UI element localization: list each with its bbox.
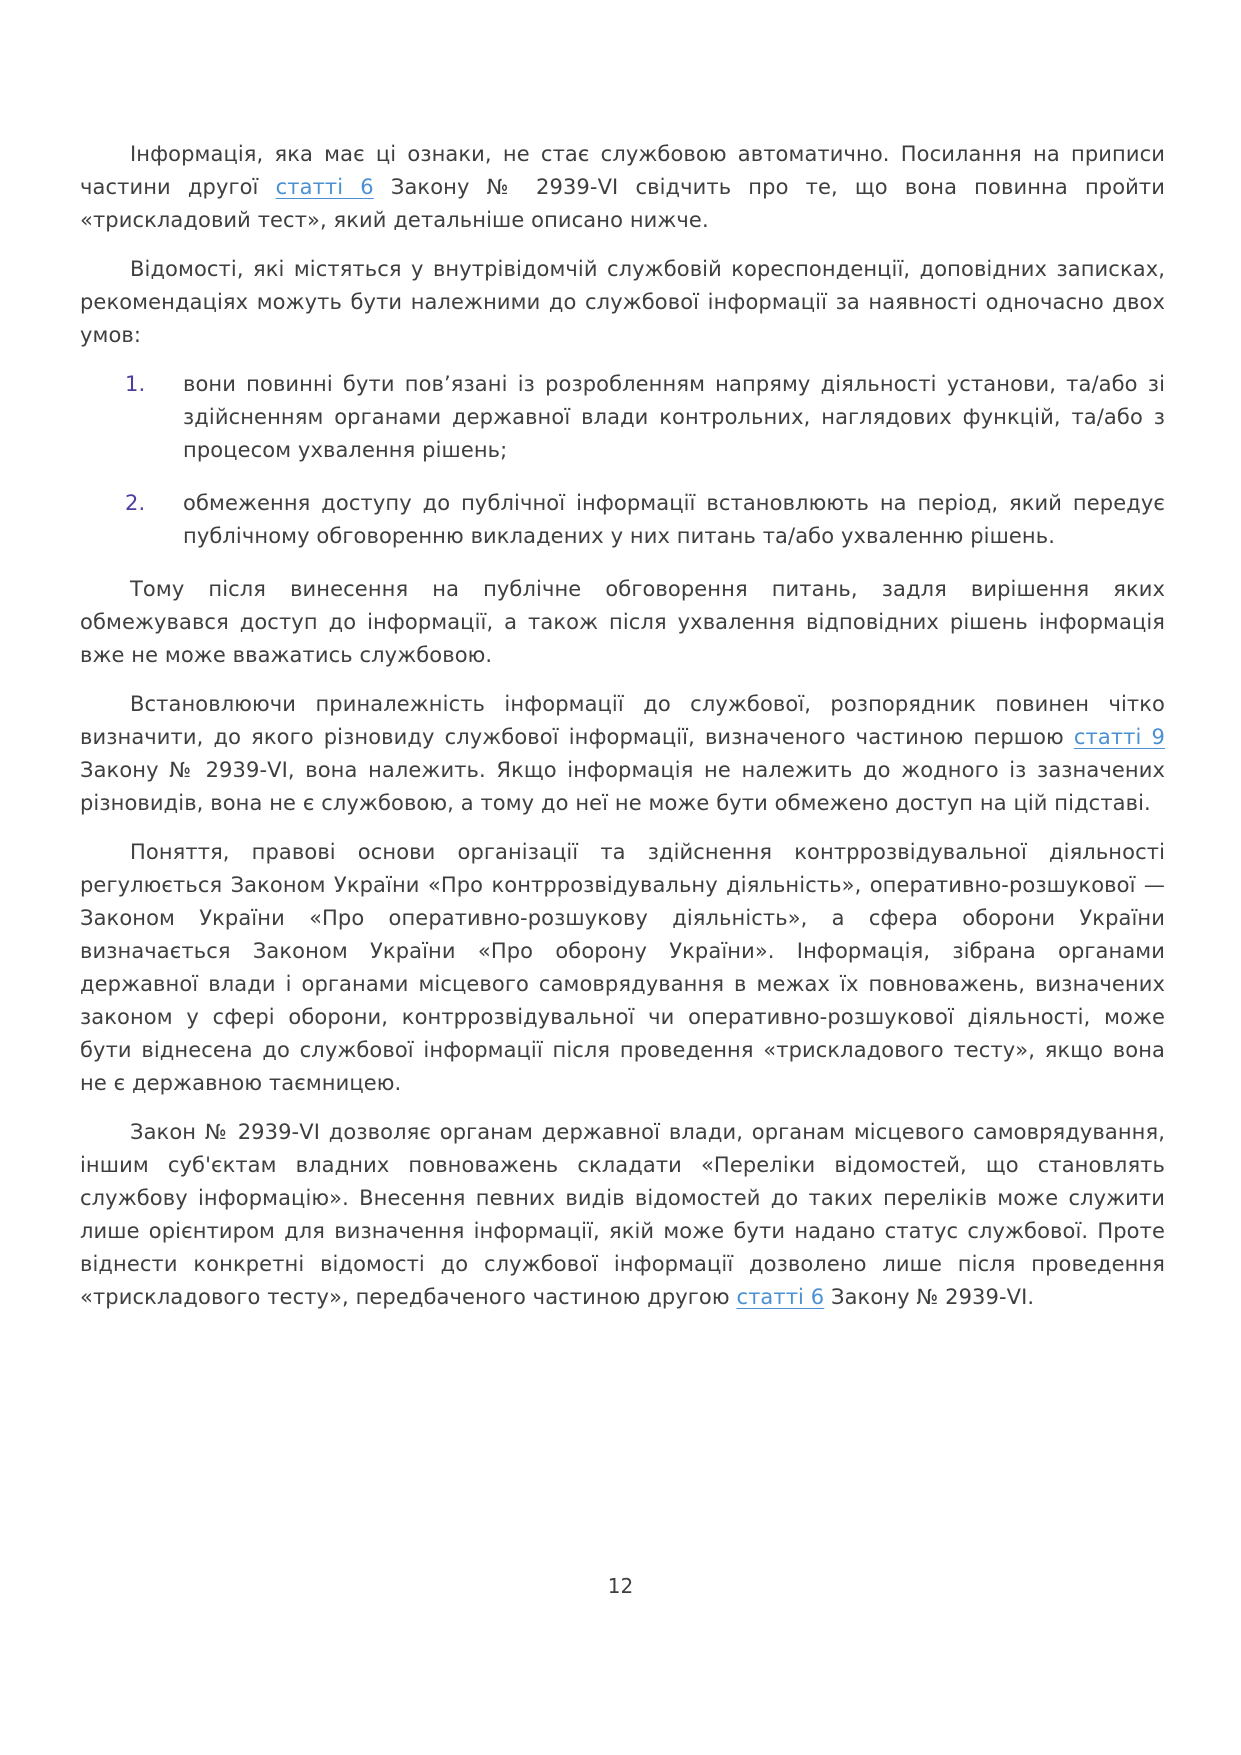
body-text: обмеження доступу до публічної інформації встановлюють на період, який передує публічному обговоренню викладених у них питань та/або ухваленню рішень. (183, 491, 1165, 548)
list-item-number: 2. (125, 491, 146, 515)
paragraph (80, 1116, 1165, 1314)
body-text: Встановлюючи приналежність інформації до службової, розпорядник повинен чітко визначити, до якого різновиду службової інформації, визначеного частиною першою (80, 692, 1165, 749)
list-item-text (183, 487, 1165, 553)
page-footer (0, 1572, 1241, 1600)
list-item (80, 368, 1165, 467)
article-link[interactable]: статті 9 (1073, 725, 1165, 749)
page-number: 12 (607, 1574, 634, 1598)
paragraph (80, 253, 1165, 352)
list-item-text (183, 368, 1165, 467)
body-text: Закону № 2939-VI свідчить про те, що вона повинна пройти «трискладовий тест», який детальніше описано нижче. (80, 175, 1165, 232)
body-text: Інформація, яка має ці ознаки, не стає службовою автоматично. Посилання на приписи частини другої (80, 142, 1165, 199)
body-text: Поняття, правові основи організації та здійснення контррозвідувальної діяльності регулюється Законом України «Про контррозвідувальну діяльність», оперативно-розшукової — Законом України «Про оперативно-розшукову діяльність», а сфера оборони України визначається Законом України «Про оборону України». Інформація, зібрана органами державної влади і органами місцевого самоврядування в межах їх повноважень, визначених законом у сфері оборони, контррозвідувальної чи оперативно-розшукової діяльності, може бути віднесена до службової інформації після проведення «трискладового тесту», якщо вона не є державною таємницею. (80, 840, 1165, 1095)
body-text: Закону № 2939-VI. (824, 1285, 1035, 1309)
document-content (80, 138, 1165, 1330)
list-item (80, 487, 1165, 553)
paragraph (80, 836, 1165, 1100)
article-link[interactable]: статті 6 (275, 175, 374, 199)
body-text: Відомості, які містяться у внутрівідомчій службовій кореспонденції, доповідних записках, рекомендаціях можуть бути належними до службової інформації за наявності одночасно двох умов: (80, 257, 1165, 347)
paragraph (80, 138, 1165, 237)
paragraph (80, 573, 1165, 672)
paragraph (80, 688, 1165, 820)
body-text: Закон № 2939-VI дозволяє органам державної влади, органам місцевого самоврядування, іншим суб'єктам владних повноважень складати «Переліки відомостей, що становлять службову інформацію». Внесення певних видів відомостей до таких переліків може служити лише орієнтиром для визначення інформації, якій може бути надано статус службової. Проте віднести конкретні відомості до службової інформації дозволено лише після проведення «трискладового тесту», передбаченого частиною другою (80, 1120, 1165, 1309)
body-text: вони повинні бути пов’язані із розробленням напряму діяльності установи, та/або зі здійсненням органами державної влади контрольних, наглядових функцій, та/або з процесом ухвалення рішень; (183, 372, 1165, 462)
article-link[interactable]: статті 6 (736, 1285, 825, 1309)
body-text: Тому після винесення на публічне обговорення питань, задля вирішення яких обмежувався доступ до інформації, а також після ухвалення відповідних рішень інформація вже не може вважатись службовою. (80, 577, 1165, 667)
list-item-number: 1. (125, 372, 146, 396)
body-text: Закону № 2939-VI, вона належить. Якщо інформація не належить до жодного із зазначених різновидів, вона не є службовою, а тому до неї не може бути обмежено доступ на цій підставі. (80, 758, 1165, 815)
